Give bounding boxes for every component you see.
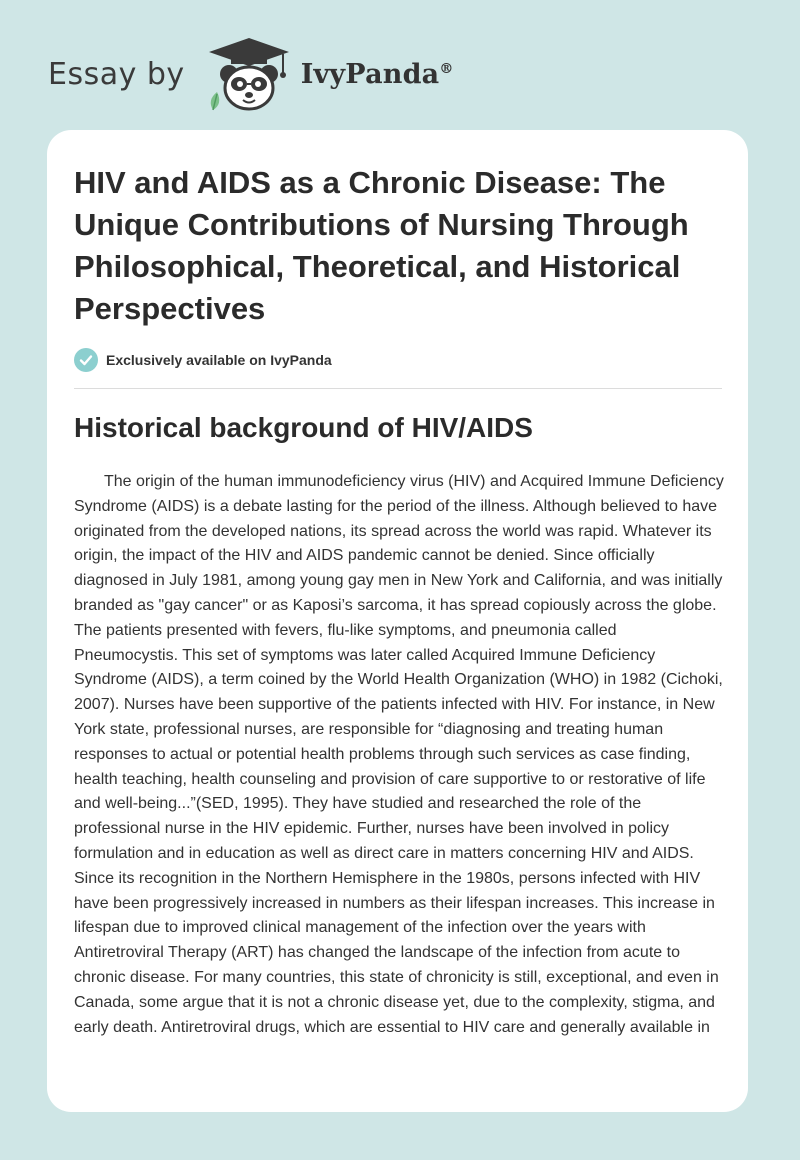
panda-graduate-icon[interactable] [203, 34, 295, 114]
article-title: HIV and AIDS as a Chronic Disease: The Unique Contributions of Nursing Through Philosophical, Theoretical, and Historical Perspectives [74, 165, 689, 326]
brand-name[interactable] [301, 59, 454, 90]
exclusive-badge [74, 348, 332, 372]
divider [74, 388, 722, 389]
essay-by-label: Essay by [48, 56, 185, 92]
exclusive-badge-label: Exclusively available on IvyPanda [106, 352, 332, 368]
registered-mark: ® [439, 60, 454, 77]
check-circle-icon [74, 348, 98, 372]
article-card [47, 130, 748, 1112]
site-header [48, 34, 454, 114]
brand-text: IvyPanda [300, 58, 440, 90]
section-heading: Historical background of HIV/AIDS [74, 412, 533, 443]
article-paragraph: The origin of the human immunodeficiency virus (HIV) and Acquired Immune Deficiency Syndrome (AIDS) is a debate lasting for the period of the illness. Although believed to have originated from the developed nations, its spread across the world was rapid. Whatever its origin, the impact of the HIV and AIDS pandemic cannot be denied. Since officially diagnosed in July 1981, among young gay men in New York and California, and was initially branded as "gay cancer" or as Kaposi’s sarcoma, it has spread copiously across the globe. The patients presented with fevers, flu-like symptoms, and pneumonia called Pneumocystis. This set of symptoms was later called Acquired Immune Deficiency Syndrome (AIDS), a term coined by the World Health Organization (WHO) in 1982 (Cichoki, 2007). Nurses have been supportive of the patients infected with HIV. For instance, in New York state, professional nurses, are responsible for “diagnosing and treating human responses to actual or potential health problems through such services as case finding, health teaching, health counseling and provision of care supportive to or restorative of life and well-being...”(SED, 1995). They have studied and researched the role of the professional nurse in the HIV epidemic. Further, nurses have been involved in policy formulation and in education as well as direct care in matters concerning HIV and AIDS. Since its recognition in the Northern Hemisphere in the 1980s, persons infected with HIV have been progressively increased in numbers as their lifespan increases. This increase in lifespan due to improved clinical management of the infection over the years with Antiretroviral Therapy (ART) has changed the landscape of the infection from acute to chronic disease. For many countries, this state of chronicity is still, exceptional, and even in Canada, some argue that it is not a chronic disease yet, due to the complexity, stigma, and early death. Antiretroviral drugs, which are essential to HIV care and generally available in [74, 473, 724, 1036]
